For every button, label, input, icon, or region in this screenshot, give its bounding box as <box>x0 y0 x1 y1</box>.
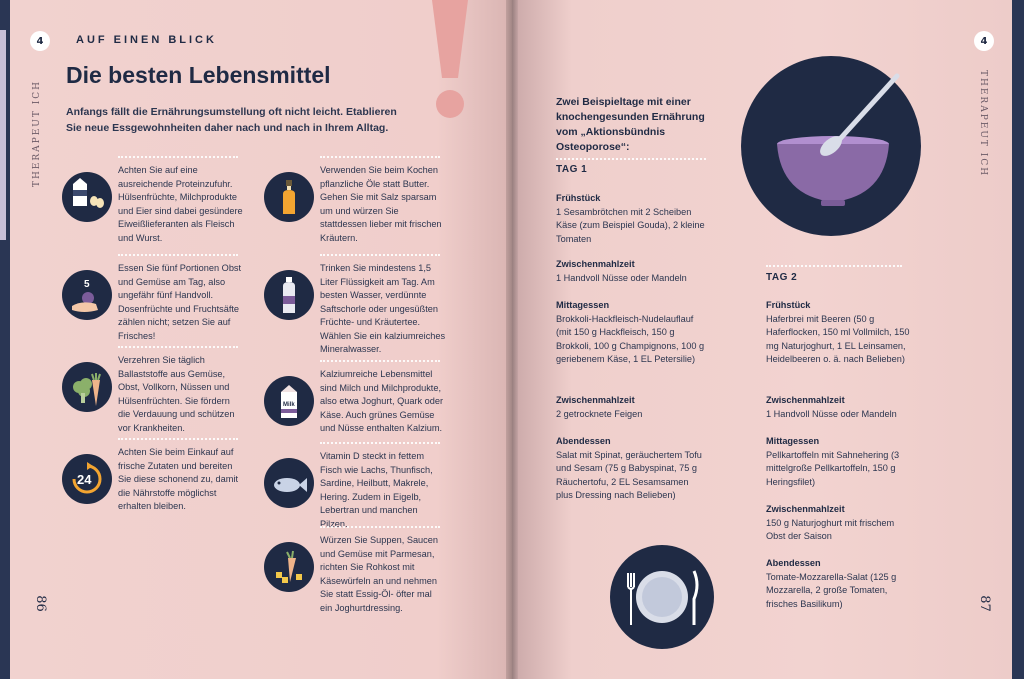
day2-meal <box>766 557 916 611</box>
meal-text: 1 Handvoll Nüsse oder Mandeln <box>556 272 687 283</box>
tip-water <box>264 254 444 357</box>
book-gutter <box>506 0 518 679</box>
dotted-divider <box>320 442 440 444</box>
dotted-divider <box>118 254 238 256</box>
meal-text: 1 Sesambrötchen mit 2 Scheiben Käse (zum Beispiel Gouda), 2 kleine Tomaten <box>556 206 705 244</box>
tip-oil <box>264 156 444 245</box>
bowl-spoon-icon <box>741 56 921 236</box>
carrot-cheese-icon <box>264 542 314 592</box>
page-number: 86 <box>32 595 48 612</box>
tip-fiber <box>62 346 242 435</box>
icon-label: 5 <box>84 279 90 290</box>
dotted-divider <box>556 158 706 160</box>
page-title: Die besten Lebensmittel <box>66 62 331 88</box>
day2-meal <box>766 435 916 489</box>
intro-text: Anfangs fällt die Ernährungsumstellung oft nicht leicht. Etablieren Sie neue Essgewohnheiten daher nach und nach in Ihrem Alltag. <box>66 106 397 134</box>
meal-text: Haferbrei mit Beeren (50 g Haferflocken, 150 ml Vollmilch, 150 mg Naturjoghurt, 1 EL Leinsamen, Heidelbeeren o. ä. nach Belieben) <box>766 313 910 364</box>
tip-text: Achten Sie beim Einkauf auf frische Zutaten und bereiten Sie diese schonend zu, damit die Nährstoffe möglichst erhalten bleiben. <box>118 447 239 511</box>
chapter-badge: 4 <box>974 31 994 51</box>
meal-name: Abendessen <box>766 558 821 568</box>
day2-label: TAG 2 <box>766 272 798 283</box>
milk-eggs-icon <box>62 172 112 222</box>
meal-name: Abendessen <box>556 436 611 446</box>
day1-meal <box>556 394 706 421</box>
tip-text: Essen Sie fünf Portionen Obst und Gemüse am Tag, also ungefähr fünf Handvoll. Dosenfrüchte und Fruchtsäfte zählen nicht; setzen Sie auf Frisches! <box>118 263 242 341</box>
icon-label: Milk <box>283 402 295 408</box>
dotted-divider <box>320 254 440 256</box>
meal-text: Salat mit Spinat, geräuchertem Tofu und Sesam (75 g Babyspinat, 75 g Räuchertofu, 2 EL Sesamsamen plus Dressing nach Belieben) <box>556 449 702 500</box>
tip-text: Trinken Sie mindestens 1,5 Liter Flüssigkeit am Tag. Am besten Wasser, verdünnte Saftschorle oder ungesüßten Früchte- und Kräutertee. Wählen Sie ein kalziumreiches Mineralwasser. <box>320 263 446 354</box>
meal-text: Brokkoli-Hackfleisch-Nudelauflauf (mit 150 g Hackfleisch, 150 g Brokkoli, 100 g Champignons, 100 g geriebenem Käse, 1 EL Petersilie) <box>556 313 705 364</box>
day1-meal <box>556 258 706 285</box>
meal-name: Zwischenmahlzeit <box>556 395 635 405</box>
dotted-divider <box>320 526 440 528</box>
dotted-divider <box>118 156 238 158</box>
section-label: AUF EINEN BLICK <box>76 34 217 46</box>
tip-text: Verzehren Sie täglich Ballaststoffe aus Gemüse, Obst, Vollkorn, Nüssen und Hülsenfrüchten. Sie fördern die Verdauung und schützen vor Krankheiten. <box>118 355 235 433</box>
meal-name: Mittagessen <box>766 436 820 446</box>
tip-text: Verwenden Sie beim Kochen pflanzliche Öle statt Butter. Gehen Sie mit Salz sparsam um und würzen Sie stattdessen lieber mit frischen Kräutern. <box>320 165 442 243</box>
exclamation-mark-icon <box>428 0 472 130</box>
side-label: THERAPEUT ICH <box>32 80 42 188</box>
milk-carton-icon <box>264 376 314 426</box>
examples-heading: Zwei Beispieltage mit einer knochengesunden Ernährung vom „Aktionsbündnis Osteoporose“: <box>556 96 705 153</box>
meal-name: Mittagessen <box>556 300 610 310</box>
meal-text: 2 getrocknete Feigen <box>556 408 643 419</box>
tip-protein <box>62 156 242 245</box>
water-bottle-icon <box>264 270 314 320</box>
tip-fresh <box>62 438 242 514</box>
meal-name: Frühstück <box>556 193 601 203</box>
day2-meal <box>766 394 916 421</box>
plate-illustration <box>610 545 714 649</box>
meal-name: Zwischenmahlzeit <box>766 504 845 514</box>
tip-calcium <box>264 360 444 436</box>
day2-meal <box>766 299 916 367</box>
edge-stripe <box>0 30 6 240</box>
day1-meal <box>556 299 706 367</box>
page-number: 87 <box>976 595 992 612</box>
plate-cutlery-icon <box>610 545 714 649</box>
chapter-badge: 4 <box>30 31 50 51</box>
meal-name: Frühstück <box>766 300 811 310</box>
book-edge-left <box>0 0 10 679</box>
day1-label: TAG 1 <box>556 164 588 175</box>
tip-text: Vitamin D steckt in fettem Fisch wie Lachs, Thunfisch, Sardine, Heilbutt, Makrele, Hering. Zudem in Eigelb, Lebertran und manchen Pilzen. <box>320 451 433 529</box>
tip-text: Würzen Sie Suppen, Saucen und Gemüse mit Parmesan, richten Sie Rohkost mit Käsewürfeln an und nehmen Sie statt Essig-Öl- öfter mal ein Joghurtdressing. <box>320 535 438 613</box>
meal-name: Zwischenmahlzeit <box>556 259 635 269</box>
bowl-illustration <box>741 56 921 236</box>
meal-name: Zwischenmahlzeit <box>766 395 845 405</box>
side-label: THERAPEUT ICH <box>978 70 988 178</box>
tip-seasoning <box>264 526 444 615</box>
day2-meal <box>766 503 916 544</box>
dotted-divider <box>118 346 238 348</box>
meal-text: Tomate-Mozzarella-Salat (125 g Mozzarella, 2 große Tomaten, frisches Basilikum) <box>766 571 897 609</box>
tip-text: Achten Sie auf eine ausreichende Proteinzufuhr. Hülsenfrüchte, Milchprodukte und Eier sind dabei gesündere Eiweißlieferanten als Fleisch und Wurst. <box>118 165 243 243</box>
oil-bottle-icon <box>264 172 314 222</box>
dotted-divider <box>320 156 440 158</box>
24-hours-icon <box>62 454 112 504</box>
day1-meal <box>556 435 706 503</box>
icon-label: 24 <box>77 472 92 487</box>
dotted-divider <box>766 265 902 267</box>
day1-meal <box>556 192 706 246</box>
meal-text: 1 Handvoll Nüsse oder Mandeln <box>766 408 897 419</box>
meal-text: Pellkartoffeln mit Sahnehering (3 mittelgroße Pellkartoffeln, 150 g Heringsfilet) <box>766 449 900 487</box>
dotted-divider <box>118 438 238 440</box>
tip-fruits-vegetables <box>62 254 242 343</box>
meal-text: 150 g Naturjoghurt mit frischem Obst der Saison <box>766 517 895 541</box>
book-edge-right <box>1012 0 1024 679</box>
tip-text: Kalziumreiche Lebensmittel sind Milch und Milchprodukte, also etwa Joghurt, Quark oder Käse. Auch grünes Gemüse und Nüsse enthalten Kalzium. <box>320 369 444 433</box>
hand-apple-five-icon <box>62 270 112 320</box>
tip-vitamin-d <box>264 442 444 531</box>
dotted-divider <box>320 360 440 362</box>
fish-icon <box>264 458 314 508</box>
broccoli-carrot-icon <box>62 362 112 412</box>
